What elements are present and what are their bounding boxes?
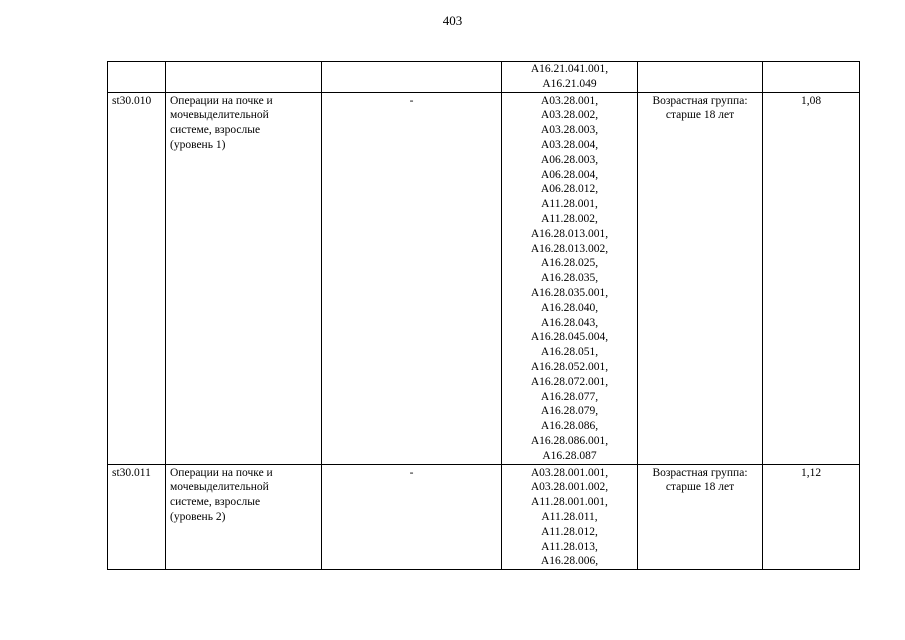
code-cell: st30.010: [108, 92, 166, 464]
criteria-line: Возрастная группа:: [652, 94, 748, 107]
criteria-line: старше 18 лет: [665, 109, 735, 122]
table-row: [108, 464, 860, 570]
service-code: A16.28.045.004,: [530, 331, 609, 344]
service-code: A16.28.086.001,: [530, 434, 609, 447]
coefficient-cell: [763, 62, 860, 93]
name-line: мочевыделительной: [170, 481, 269, 494]
tariff-table: [107, 61, 860, 570]
table-row: [108, 62, 860, 93]
service-code: A11.28.002,: [541, 212, 598, 225]
service-code: A16.28.077,: [540, 390, 599, 403]
service-code: A16.28.051,: [540, 346, 599, 359]
service-code: A06.28.004,: [540, 168, 599, 181]
service-code: A16.28.006,: [540, 555, 599, 568]
criteria-line: старше 18 лет: [665, 481, 735, 494]
criteria-line: Возрастная группа:: [652, 466, 748, 479]
service-code: A16.21.049: [542, 77, 597, 90]
service-code: A16.28.079,: [540, 405, 599, 418]
name-line: системе, взрослые: [170, 496, 261, 509]
service-code: A06.28.012,: [540, 183, 599, 196]
service-code: A16.28.086,: [540, 420, 599, 433]
service-code: A11.28.001.001,: [531, 496, 608, 509]
name-cell: [166, 464, 322, 570]
service-code: A16.28.025,: [540, 257, 599, 270]
criteria-cell: [638, 92, 763, 464]
criteria-cell: [638, 464, 763, 570]
service-code: A16.28.052.001,: [530, 360, 609, 373]
coefficient-cell: 1,08: [763, 92, 860, 464]
service-code: A03.28.004,: [540, 138, 599, 151]
service-code: A03.28.003,: [540, 124, 599, 137]
page-number: 403: [442, 13, 463, 28]
service-code: A16.28.087: [542, 449, 597, 462]
service-code: A11.28.013,: [541, 540, 598, 553]
service-code: A16.28.072.001,: [530, 375, 609, 388]
name-cell: [166, 92, 322, 464]
service-code: A11.28.011,: [541, 510, 598, 523]
service-code: A06.28.003,: [540, 153, 599, 166]
name-line: Операции на почке и: [170, 466, 273, 479]
name-cell: [166, 62, 322, 93]
name-line: (уровень 2): [170, 510, 226, 523]
criteria-cell: [638, 62, 763, 93]
service-code: A16.28.043,: [540, 316, 599, 329]
service-code: A11.28.012,: [541, 525, 598, 538]
code-cell: [108, 62, 166, 93]
diagnosis-cell: -: [322, 464, 502, 570]
name-line: (уровень 1): [170, 138, 226, 151]
diagnosis-cell: -: [322, 92, 502, 464]
service-code: A16.28.035,: [540, 272, 599, 285]
name-line: Операции на почке и: [170, 94, 273, 107]
coefficient-cell: 1,12: [763, 464, 860, 570]
service-code: A11.28.001,: [541, 198, 598, 211]
service-code: A03.28.001.001,: [530, 466, 609, 479]
service-code: A16.28.040,: [540, 301, 599, 314]
services-cell: [502, 464, 638, 570]
name-line: системе, взрослые: [170, 124, 261, 137]
service-code: A03.28.001.002,: [530, 481, 609, 494]
code-cell: st30.011: [108, 464, 166, 570]
services-cell: [502, 92, 638, 464]
diagnosis-cell: [322, 62, 502, 93]
service-code: A16.28.013.001,: [530, 227, 609, 240]
service-code: A03.28.001,: [540, 94, 599, 107]
name-line: мочевыделительной: [170, 109, 269, 122]
services-cell: [502, 62, 638, 93]
service-code: A03.28.002,: [540, 109, 599, 122]
service-code: A16.21.041.001,: [530, 63, 609, 75]
service-code: A16.28.035.001,: [530, 286, 609, 299]
service-code: A16.28.013.002,: [530, 242, 609, 255]
table-row: [108, 92, 860, 464]
